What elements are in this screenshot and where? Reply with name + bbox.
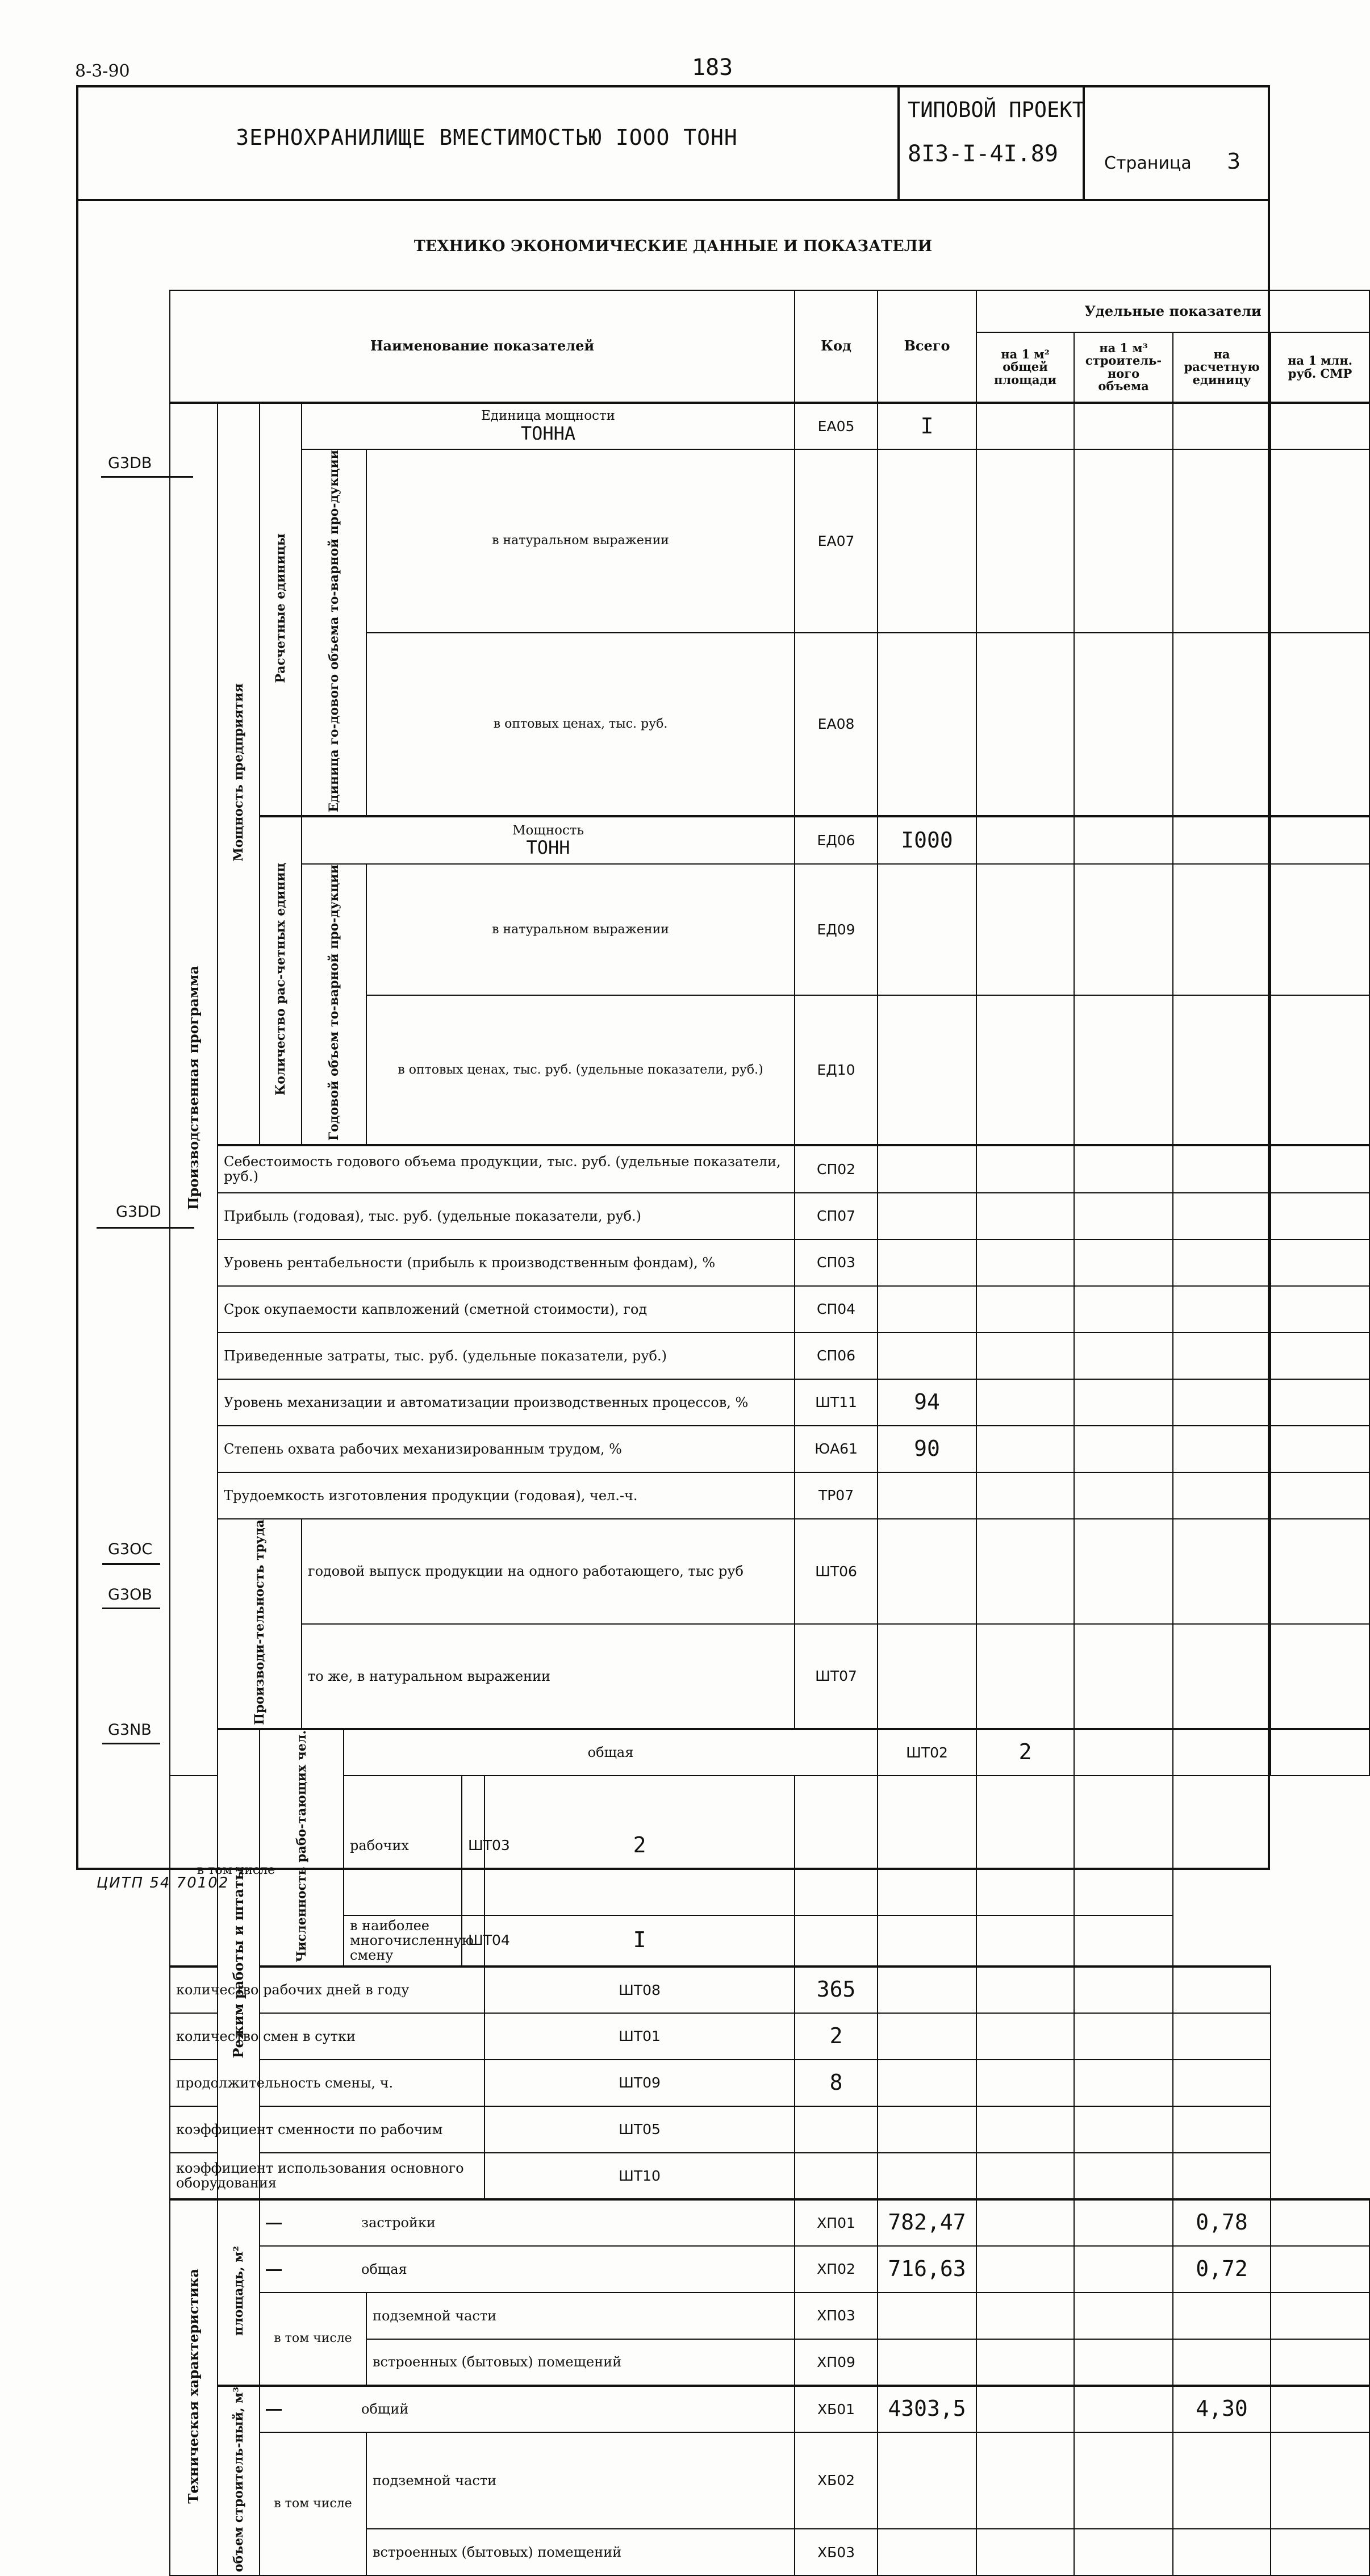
group-volume-label: объем строитель-ный, м³ xyxy=(218,2386,260,2576)
specific-value xyxy=(878,1967,976,2013)
indicator-code: ШТ10 xyxy=(484,2153,795,2199)
specific-value xyxy=(1173,449,1271,633)
indicator-code: ЮА61 xyxy=(795,1426,878,1472)
indicator-total xyxy=(878,1239,976,1286)
specific-value xyxy=(878,1776,976,1915)
indicator-name: в натуральном выражении xyxy=(366,449,795,633)
specific-value xyxy=(1173,2432,1271,2529)
indicator-name: общая xyxy=(344,1729,878,1776)
indicator-total: 4303,5 xyxy=(878,2386,976,2432)
specific-value xyxy=(1271,2529,1369,2575)
document-title: ЗЕРНОХРАНИЛИЩЕ ВМЕСТИМОСТЬЮ IOOO ТОНН xyxy=(236,125,738,150)
indicator-code: ХП09 xyxy=(795,2339,878,2386)
specific-value xyxy=(1173,1729,1271,1776)
specific-value xyxy=(795,1915,878,1967)
specific-value xyxy=(1173,864,1271,995)
specific-value xyxy=(1271,1519,1369,1624)
subcolumn-header: на расчетную единицу xyxy=(1173,332,1271,403)
specific-value xyxy=(1074,2153,1173,2199)
indicator-name: коэффициент сменности по рабочим xyxy=(170,2106,484,2153)
specific-value xyxy=(1074,2529,1173,2575)
specific-value xyxy=(1271,2293,1369,2339)
project-label: ТИПОВОЙ ПРОЕКТ xyxy=(908,98,1085,122)
indicator-code: СП04 xyxy=(795,1286,878,1333)
indicator-code: ШТ03 xyxy=(462,1776,484,1915)
indicator-name: то же, в натуральном выражении xyxy=(302,1624,795,1729)
specific-value xyxy=(795,1776,878,1915)
specific-value xyxy=(1074,1519,1173,1624)
indicator-code: ШТ06 xyxy=(795,1519,878,1624)
side-leader-line xyxy=(102,1563,160,1565)
specific-value xyxy=(976,1776,1074,1915)
indicator-total: 2 xyxy=(484,1776,795,1915)
section-title: ТЕХНИКО ЭКОНОМИЧЕСКИЕ ДАННЫЕ И ПОКАЗАТЕЛИ xyxy=(413,237,933,255)
specific-value xyxy=(1074,1729,1173,1776)
specific-value xyxy=(1074,2013,1173,2060)
specific-value xyxy=(976,633,1074,816)
indicator-total xyxy=(878,449,976,633)
specific-value xyxy=(1271,1193,1369,1239)
footer-code: ЦИТП 54 70102 xyxy=(97,1874,229,1892)
specific-value xyxy=(976,2246,1074,2293)
indicator-name: застройки xyxy=(260,2199,795,2246)
specific-value xyxy=(1271,1472,1369,1519)
specific-value xyxy=(976,2529,1074,2575)
specific-value xyxy=(1271,1239,1369,1286)
indicator-code: ХП01 xyxy=(795,2199,878,2246)
indicator-name: годовой выпуск продукции на одного работающего, тыс руб xyxy=(302,1519,795,1624)
indicator-total xyxy=(795,2106,878,2153)
specific-value xyxy=(1271,449,1369,633)
specific-value xyxy=(878,2153,976,2199)
specific-value xyxy=(878,1915,976,1967)
specific-value xyxy=(1271,1426,1369,1472)
specific-value xyxy=(1173,1379,1271,1426)
specific-value xyxy=(1173,2293,1271,2339)
specific-value xyxy=(976,1624,1074,1729)
indicator-total xyxy=(878,995,976,1145)
page-number: 183 xyxy=(692,55,733,81)
indicator-code: ШТ05 xyxy=(484,2106,795,2153)
indicator-total xyxy=(878,633,976,816)
indicator-code: СП03 xyxy=(795,1239,878,1286)
indicator-name: Приведенные затраты, тыс. руб. (удельные показатели, руб.) xyxy=(218,1333,795,1379)
specific-value xyxy=(1173,2153,1271,2199)
indicator-total: 94 xyxy=(878,1379,976,1426)
specific-value xyxy=(1074,1286,1173,1333)
indicator-code: ЕА07 xyxy=(795,449,878,633)
specific-value xyxy=(1173,1333,1271,1379)
specific-value xyxy=(1074,403,1173,449)
indicator-total xyxy=(878,2432,976,2529)
specific-value xyxy=(1074,2199,1173,2246)
subcolumn-header: на 1 млн. руб. СМР xyxy=(1271,332,1369,403)
indicator-total xyxy=(878,1286,976,1333)
specific-value-per-unit: 4,30 xyxy=(1173,2386,1271,2432)
specific-value xyxy=(1173,2339,1271,2386)
specific-value xyxy=(1271,995,1369,1145)
specific-value xyxy=(1173,1472,1271,1519)
indicator-total xyxy=(795,2153,878,2199)
indicator-code: ЕД09 xyxy=(795,864,878,995)
specific-value xyxy=(976,1426,1074,1472)
indicator-total xyxy=(878,2293,976,2339)
side-code: G3OC xyxy=(108,1540,153,1558)
indicator-code: ХП02 xyxy=(795,2246,878,2293)
specific-value xyxy=(976,2060,1074,2106)
specific-value xyxy=(976,1239,1074,1286)
group-area-label: площадь, м² xyxy=(218,2199,260,2386)
indicator-name: продолжительность смены, ч. xyxy=(170,2060,484,2106)
indicators-table-container xyxy=(169,290,1370,2576)
indicator-code: ТР07 xyxy=(795,1472,878,1519)
specific-value xyxy=(976,995,1074,1145)
side-leader-line xyxy=(102,1743,160,1744)
specific-value xyxy=(1173,2529,1271,2575)
specific-value xyxy=(1074,2106,1173,2153)
side-bracket xyxy=(76,477,78,693)
sub-group-label: в том числе xyxy=(170,1776,302,1967)
specific-value xyxy=(976,2153,1074,2199)
indicator-code: ЕД10 xyxy=(795,995,878,1145)
specific-value xyxy=(878,2106,976,2153)
indicator-name: Мощность ТОНН xyxy=(302,816,795,864)
specific-value xyxy=(1074,1239,1173,1286)
indicator-total: I xyxy=(878,403,976,449)
side-code: G3DB xyxy=(108,454,152,472)
indicator-name: в натуральном выражении xyxy=(366,864,795,995)
column-header-total: Всего xyxy=(878,290,976,403)
indicator-code: ХБ02 xyxy=(795,2432,878,2529)
specific-value xyxy=(1271,2386,1369,2432)
specific-value xyxy=(976,1286,1074,1333)
specific-value xyxy=(1271,1624,1369,1729)
specific-value-per-unit: 0,78 xyxy=(1173,2199,1271,2246)
indicator-total: 782,47 xyxy=(878,2199,976,2246)
specific-value xyxy=(1173,1239,1271,1286)
specific-value xyxy=(1173,1519,1271,1624)
specific-value xyxy=(1173,403,1271,449)
specific-value-per-unit: 0,72 xyxy=(1173,2246,1271,2293)
side-bracket xyxy=(76,721,78,1227)
header-divider xyxy=(897,85,900,200)
sheet-number: 3 xyxy=(1227,149,1241,174)
indicator-total xyxy=(878,2339,976,2386)
specific-value xyxy=(1173,1145,1271,1193)
indicator-code: ХП03 xyxy=(795,2293,878,2339)
indicator-code: ШТ04 xyxy=(462,1915,484,1967)
indicator-name: количество смен в сутки xyxy=(170,2013,484,2060)
specific-value xyxy=(976,1193,1074,1239)
indicator-name: Уровень механизации и автоматизации производственных процессов, % xyxy=(218,1379,795,1426)
group-calc-units-label: Расчетные единицы xyxy=(260,403,302,816)
specific-value xyxy=(976,2199,1074,2246)
indicator-total: 365 xyxy=(795,1967,878,2013)
group-mode-label: Режим работы и штаты xyxy=(218,1729,260,2199)
specific-value xyxy=(1074,2339,1173,2386)
indicator-code: ШТ07 xyxy=(795,1624,878,1729)
specific-value xyxy=(1074,1193,1173,1239)
indicator-name: встроенных (бытовых) помещений xyxy=(366,2529,795,2575)
header-divider xyxy=(76,199,1270,201)
specific-value xyxy=(1074,633,1173,816)
side-leader-line xyxy=(102,1608,160,1609)
specific-value xyxy=(976,1915,1074,1967)
specific-value xyxy=(976,1333,1074,1379)
specific-value xyxy=(976,1379,1074,1426)
specific-value xyxy=(976,403,1074,449)
indicator-total: I xyxy=(484,1915,795,1967)
indicator-code: ШТ02 xyxy=(878,1729,976,1776)
group-annual-volume-label: Годовой объем то-варной про-дукции xyxy=(302,864,366,1145)
indicator-total: 716,63 xyxy=(878,2246,976,2293)
indicator-name: подземной части xyxy=(366,2432,795,2529)
specific-value xyxy=(1074,1379,1173,1426)
indicator-name: коэффициент использования основного оборудования xyxy=(170,2153,484,2199)
group-headcount-label: Численность рабо-тающих чел. xyxy=(260,1729,344,1967)
specific-value xyxy=(1271,1145,1369,1193)
column-header-code: Код xyxy=(795,290,878,403)
specific-value xyxy=(1074,2060,1173,2106)
specific-value xyxy=(1173,1193,1271,1239)
specific-value xyxy=(1074,995,1173,1145)
specific-value xyxy=(1173,995,1271,1145)
group-capacity-label: Мощность предприятия xyxy=(218,403,260,1145)
indicator-total xyxy=(878,1333,976,1379)
document-code: 8-3-90 xyxy=(75,61,130,81)
dash-marker xyxy=(266,2223,282,2224)
group-production-label: Производственная программа xyxy=(170,403,218,1776)
indicator-name: подземной части xyxy=(366,2293,795,2339)
indicator-name: в оптовых ценах, тыс. руб. xyxy=(366,633,795,816)
indicator-name: рабочих xyxy=(344,1776,462,1915)
indicator-total xyxy=(878,2529,976,2575)
specific-value xyxy=(1173,1286,1271,1333)
specific-value xyxy=(1271,2339,1369,2386)
specific-value xyxy=(976,449,1074,633)
specific-value xyxy=(1074,816,1173,864)
group-qty-units-label: Количество рас-четных единиц xyxy=(260,816,302,1145)
indicator-code: ШТ11 xyxy=(795,1379,878,1426)
specific-value xyxy=(878,2013,976,2060)
subcolumn-header: на 1 м³ строитель-ного объема xyxy=(1074,332,1173,403)
specific-value xyxy=(1173,2106,1271,2153)
indicator-code: ХБ01 xyxy=(795,2386,878,2432)
indicator-code: СП06 xyxy=(795,1333,878,1379)
specific-value xyxy=(1173,2013,1271,2060)
indicator-name: Уровень рентабельности (прибыль к производственным фондам), % xyxy=(218,1239,795,1286)
indicator-total: 8 xyxy=(795,2060,878,2106)
specific-value xyxy=(1271,864,1369,995)
indicator-name: Прибыль (годовая), тыс. руб. (удельные показатели, руб.) xyxy=(218,1193,795,1239)
specific-value xyxy=(1074,1915,1173,1967)
specific-value xyxy=(1173,2060,1271,2106)
indicator-total xyxy=(878,1624,976,1729)
specific-value xyxy=(1074,1145,1173,1193)
dash-marker xyxy=(266,2269,282,2271)
group-labour-productivity-label: Производи-тельность труда xyxy=(218,1519,302,1729)
project-number: 8I3-I-4I.89 xyxy=(908,141,1058,167)
specific-value xyxy=(976,816,1074,864)
specific-value xyxy=(1271,1333,1369,1379)
specific-value xyxy=(976,2106,1074,2153)
indicator-name: Степень охвата рабочих механизированным трудом, % xyxy=(218,1426,795,1472)
indicator-name: общая xyxy=(260,2246,795,2293)
specific-value xyxy=(1271,633,1369,816)
indicator-name: встроенных (бытовых) помещений xyxy=(366,2339,795,2386)
side-code: G3OB xyxy=(108,1586,152,1604)
indicator-name: в наиболее многочисленную смену xyxy=(344,1915,462,1967)
specific-value xyxy=(1074,449,1173,633)
specific-value xyxy=(976,2293,1074,2339)
indicator-name: Трудоемкость изготовления продукции (годовая), чел.-ч. xyxy=(218,1472,795,1519)
specific-value xyxy=(1074,1333,1173,1379)
specific-value xyxy=(1173,633,1271,816)
specific-value xyxy=(1271,1286,1369,1333)
indicator-name: Себестоимость годового объема продукции, тыс. руб. (удельные показатели, руб.) xyxy=(218,1145,795,1193)
indicator-code: СП07 xyxy=(795,1193,878,1239)
column-header-name: Наименование показателей xyxy=(170,290,795,403)
specific-value xyxy=(1271,1379,1369,1426)
specific-value xyxy=(976,1967,1074,2013)
specific-value xyxy=(878,2060,976,2106)
indicator-code: СП02 xyxy=(795,1145,878,1193)
indicator-total xyxy=(878,1145,976,1193)
specific-value xyxy=(1271,403,1369,449)
specific-value xyxy=(1074,864,1173,995)
specific-value xyxy=(1271,2246,1369,2293)
specific-value xyxy=(1271,2199,1369,2246)
specific-value xyxy=(976,2339,1074,2386)
indicator-total xyxy=(878,1519,976,1624)
indicator-total: 2 xyxy=(795,2013,878,2060)
indicator-code: ШТ08 xyxy=(484,1967,795,2013)
indicator-name: Единица мощности ТОННА xyxy=(302,403,795,449)
sheet-label: Страница xyxy=(1104,153,1192,173)
specific-value xyxy=(976,864,1074,995)
side-code: G3NB xyxy=(108,1721,152,1739)
group-unit-annual-label: Единица го-дового объема то-варной про-дукции xyxy=(302,449,366,816)
indicator-name: общий xyxy=(260,2386,795,2432)
indicator-code: ШТ09 xyxy=(484,2060,795,2106)
indicator-total xyxy=(878,864,976,995)
specific-value xyxy=(1271,2432,1369,2529)
indicator-name: количество рабочих дней в году xyxy=(170,1967,484,2013)
indicator-total: 90 xyxy=(878,1426,976,1472)
specific-value xyxy=(976,1145,1074,1193)
specific-value xyxy=(976,2386,1074,2432)
indicators-table xyxy=(169,290,1370,2576)
specific-value xyxy=(1271,816,1369,864)
indicator-code: ЕА05 xyxy=(795,403,878,449)
specific-value xyxy=(1074,2246,1173,2293)
specific-value xyxy=(1173,1967,1271,2013)
specific-value xyxy=(1074,2432,1173,2529)
indicator-code: ЕА08 xyxy=(795,633,878,816)
indicator-total: I000 xyxy=(878,816,976,864)
specific-value xyxy=(976,1472,1074,1519)
subcolumn-header: на 1 м² общей площади xyxy=(976,332,1074,403)
specific-value xyxy=(1074,1624,1173,1729)
specific-value xyxy=(1074,2386,1173,2432)
group-tech-label: Техническая характеристика xyxy=(170,2199,218,2576)
specific-value xyxy=(1173,816,1271,864)
indicator-code: ХБ03 xyxy=(795,2529,878,2575)
side-code: G3DD xyxy=(116,1203,161,1221)
indicator-total xyxy=(878,1193,976,1239)
specific-value xyxy=(976,2013,1074,2060)
indicator-total: 2 xyxy=(976,1729,1074,1776)
indicator-code: ЕД06 xyxy=(795,816,878,864)
specific-value xyxy=(1173,1624,1271,1729)
sub-group-label: в том числе xyxy=(260,2432,366,2576)
specific-value xyxy=(976,2432,1074,2529)
specific-value xyxy=(1074,2293,1173,2339)
indicator-name: в оптовых ценах, тыс. руб. (удельные показатели, руб.) xyxy=(366,995,795,1145)
specific-value xyxy=(1173,1426,1271,1472)
indicator-total xyxy=(878,1472,976,1519)
indicator-name: Срок окупаемости капвложений (сметной стоимости), год xyxy=(218,1286,795,1333)
specific-value xyxy=(1074,1776,1173,1915)
sub-group-label: в том числе xyxy=(260,2293,366,2386)
specific-value xyxy=(976,1519,1074,1624)
specific-value xyxy=(1271,1729,1369,1776)
dash-marker xyxy=(266,2409,282,2411)
specific-value xyxy=(1074,1472,1173,1519)
specific-value xyxy=(1074,1426,1173,1472)
specific-value xyxy=(1074,1967,1173,2013)
indicator-code: ШТ01 xyxy=(484,2013,795,2060)
column-header-specific: Удельные показатели xyxy=(976,290,1369,332)
